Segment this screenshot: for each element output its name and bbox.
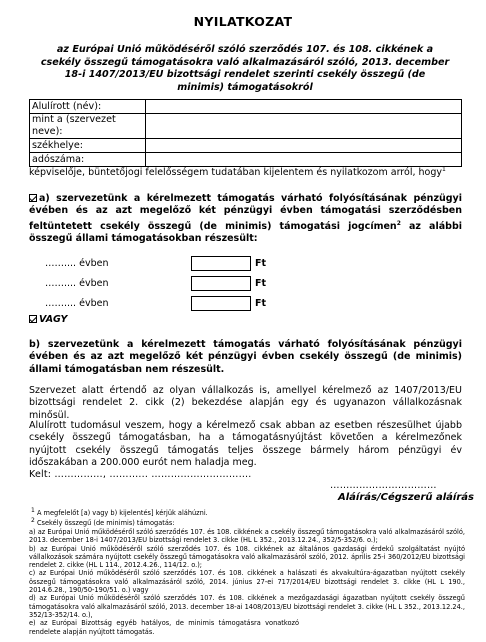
- option-a-text: a) szervezetünk a kérelmezett támogatás várható folyósításának pénzügyi évében és az azt megelőző két pénzügyi évben támogatási szerződésben feltüntetett csekély összegű (de minimis) támogatási jogcímen: [29, 193, 462, 232]
- year-amount-input-1[interactable]: [191, 256, 251, 271]
- year-unit-1: Ft: [255, 258, 267, 269]
- footnote-marker-2: 2: [396, 219, 401, 227]
- intro-text: képviselője, büntetőjogi felelősségem tudatában kijelentem és nyilatkozom arról, hogy: [29, 167, 442, 179]
- year-label-3: …….... évben: [45, 298, 109, 309]
- entity-definition-paragraph: Szervezet alatt értendő az olyan vállalkozás is, amellyel kérelmező az 1407/2013/EU bizottsági rendelet 2. cikk (2) bekezdése alapján egy és ugyanazon vállalkozásnak minősül.: [29, 385, 462, 421]
- name-field[interactable]: [146, 100, 462, 114]
- year-amount-input-2[interactable]: [191, 276, 251, 291]
- signature-line: ……………………………: [330, 480, 437, 491]
- footnote-2c: c) az Európai Unió működéséről szóló szerződés 107. és 108. cikkének a halászati és akvakultúra-ágazatban nyújtott csekély összegű támogatásokra való alkalmazásáról szóló, 2014. június 27-ei 717/2014/EU bizottsági rendelet 3. cikke (HL L 190., 2014.6.28., 190/50-190/51. o.) vagy: [29, 569, 465, 595]
- headquarters-label: székhelye:: [30, 139, 146, 153]
- vagy-separator: [29, 314, 67, 326]
- acknowledgement-paragraph: Alulírott tudomásul veszem, hogy a kérelmező csak abban az esetben részesülhet újabb csekély összegű támogatásban, ha a támogatásnyújtást követően a kérelmezőnek nyújtott csekély összegű támogatás teljes összege bármely három pénzügyi év időszakában a 200.000 eurót nem haladja meg.: [29, 420, 462, 469]
- year-label-2: …….... évben: [45, 278, 109, 289]
- year-label-1: …….... évben: [45, 258, 109, 269]
- option-a-text-end: az alábbi összegű állami támogatásokban részesült:: [29, 220, 462, 245]
- identification-table: [29, 99, 462, 167]
- document-subtitle: az Európai Unió működéséről szóló szerződés 107. és 108. cikkének a csekély összegű támogatásokra való alkalmazásáról szóló, 2013. december 18-i 1407/2013/EU bizottsági rendelet szerinti csekély összegű (de minimis) támogatásokról: [40, 44, 450, 93]
- signature-caption: Aláírás/Cégszerű aláírás: [338, 492, 474, 503]
- footnote-marker-1: 1: [441, 166, 446, 173]
- vagy-label: VAGY: [39, 314, 68, 325]
- year-unit-2: Ft: [255, 278, 267, 289]
- date-line: Kelt: ……………, ………... ………………………….: [29, 469, 252, 480]
- vagy-checkbox-icon[interactable]: [29, 315, 37, 323]
- footnotes: [29, 507, 465, 636]
- tax-number-label: adószáma:: [30, 153, 146, 167]
- table-row: [30, 139, 462, 153]
- footnote-2d: d) az Európai Unió működéséről szóló szerződés 107. és 108. cikkének a mezőgazdasági ágazatban nyújtott csekély összegű támogatásokra való alkalmazásáról szóló, 2013. december 18-ai 1408/2013/EU bizottsági rendelet 3. cikke (HL L 352., 2013.12.24., 352/13-352/14. o.),: [29, 594, 465, 619]
- table-row: [30, 100, 462, 114]
- year-amount-input-3[interactable]: [191, 296, 251, 311]
- footnote-2b: b) az Európai Unió működéséről szóló szerződés 107. és 108. cikkének az általános gazdasági érdekű szolgáltatást nyújtó vállalkozások számára nyújtott csekély összegű támogatásokra való alkalmazásáról szóló, 2012. április 25-i 360/2012/EU bizottsági rendelet 2. cikke (HL L 114., 2012.4.26., 114/12. o.);: [29, 544, 465, 570]
- document-title: NYILATKOZAT: [193, 14, 293, 29]
- organization-label: mint a (szervezet neve):: [30, 114, 146, 139]
- headquarters-field[interactable]: [146, 139, 462, 153]
- option-a-checkbox-icon[interactable]: [29, 194, 37, 202]
- intro-statement: [29, 164, 469, 180]
- option-b-statement: b) szervezetünk a kérelmezett támogatás várható folyósításának pénzügyi évében és az azt megelőző két pénzügyi évben csekély összegű (de minimis) állami támogatásban nem részesült.: [29, 339, 462, 375]
- name-label: Alulírott (név):: [30, 100, 146, 114]
- footnote-2: 2 Csekély összegű (de minimis) támogatás:: [31, 517, 175, 528]
- footnote-2a: a) az Európai Unió működéséről szóló szerződés 107. és 108. cikkének a csekély összegű támogatásokra való alkalmazásáról szóló, 2013. december 18-i 1407/2013/EU bizottsági rendelet 3. cikke (HL L 352., 2013.12.24., 352/5-352/6. o.);: [29, 527, 465, 545]
- option-a-statement: [29, 193, 462, 246]
- year-unit-3: Ft: [255, 298, 267, 309]
- footnote-2e: e) az Európai Bizottság egyéb hatályos, de minimis támogatásra vonatkozó rendelete alapján nyújtott támogatás.: [29, 619, 299, 636]
- table-row: [30, 114, 462, 139]
- footnote-1: 1 A megfelelőt [a) vagy b) kijelentés] kérjük aláhúzni.: [31, 507, 208, 518]
- organization-field[interactable]: [146, 114, 462, 139]
